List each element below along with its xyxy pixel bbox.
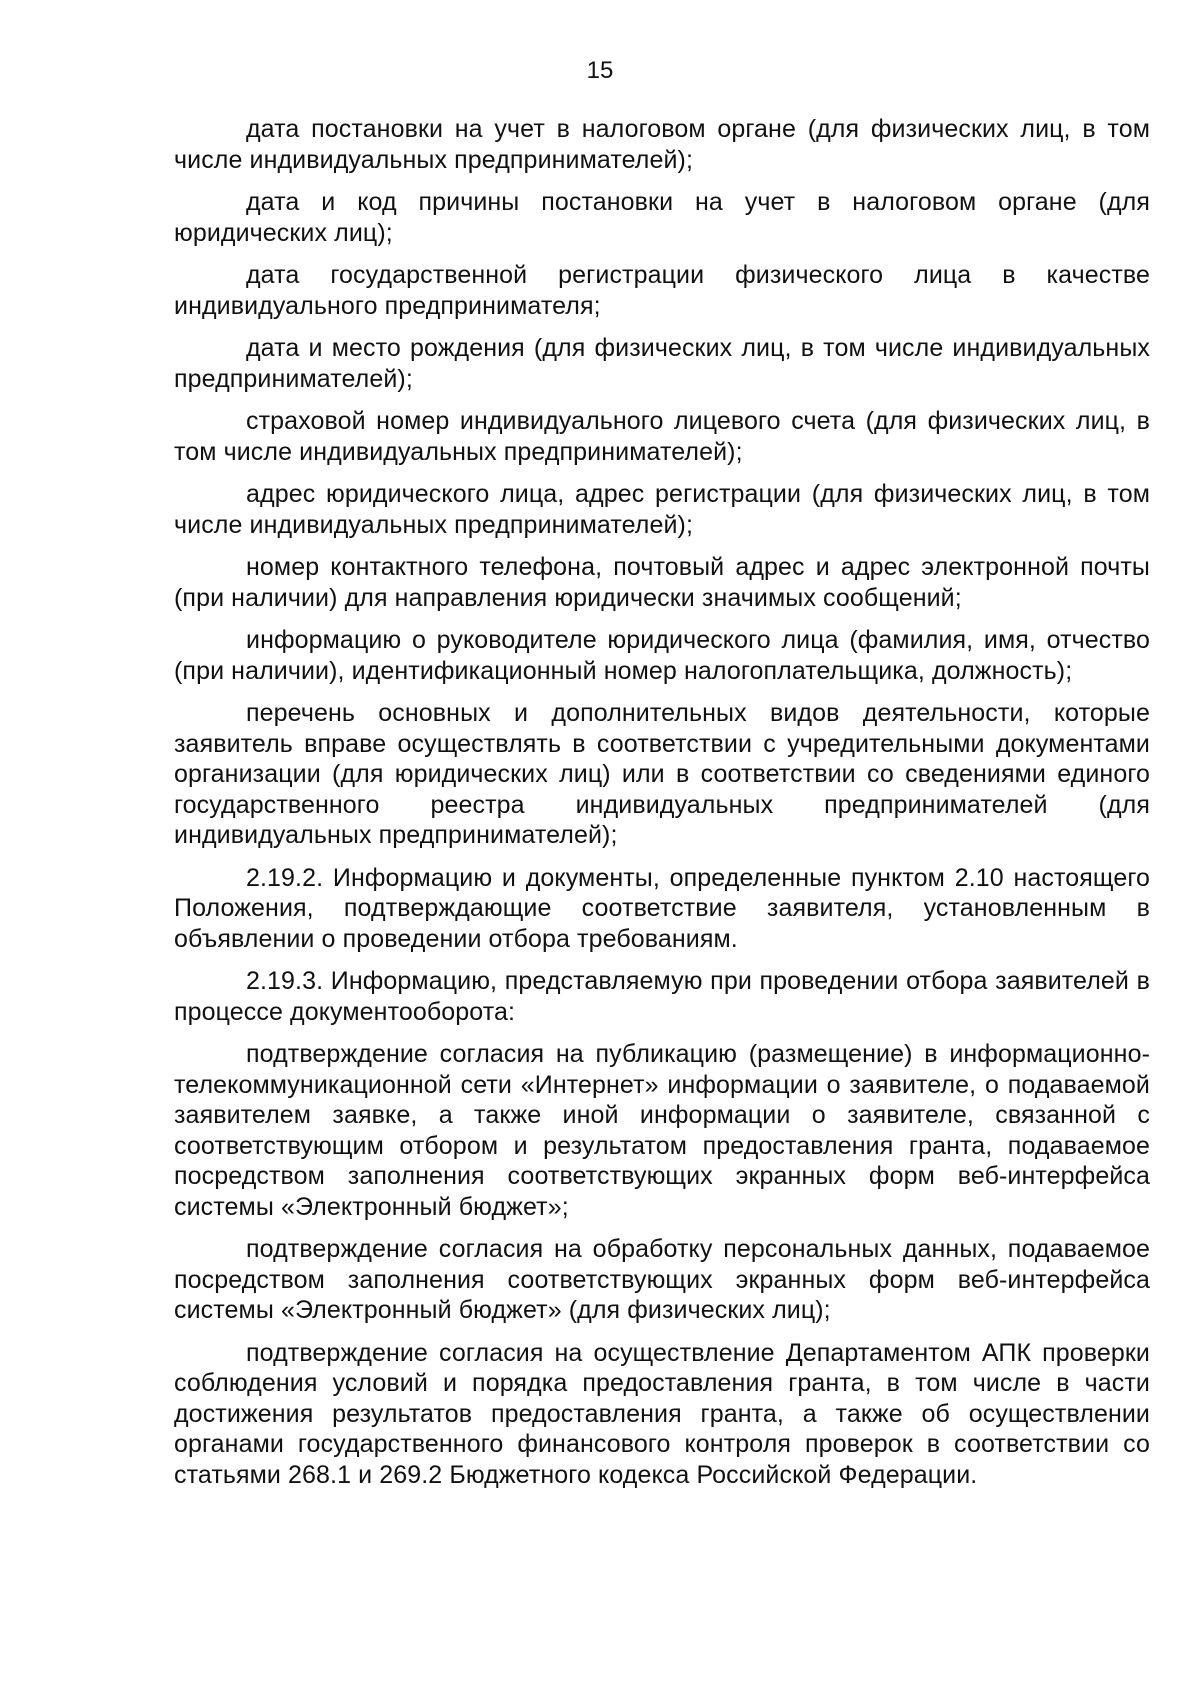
paragraph-registration-reason-code: дата и код причины постановки на учет в налоговом органе (для юридических лиц); xyxy=(174,188,1150,247)
paragraph-birth-date-place: дата и место рождения (для физических лиц, в том числе индивидуальных предпринимателей); xyxy=(174,334,1150,393)
paragraph-personal-data-consent: подтверждение согласия на обработку персональных данных, подаваемое посредством заполнения соответствующих экранных форм веб-интерфейса системы «Электронный бюджет» (для физических лиц); xyxy=(174,1235,1150,1324)
paragraph-inspection-consent: подтверждение согласия на осуществление Департаментом АПК проверки соблюдения условий и порядка предоставления гранта, в том числе в части достижения результатов предоставления гранта, а также об осуществлении органами государственного финансового контроля проверок в соответствии со статьями 268.1 и 269.2 Бюджетного кодекса Российской Федерации. xyxy=(174,1338,1150,1489)
paragraph-section-2-19-3: 2.19.3. Информацию, представляемую при проведении отбора заявителей в процессе документооборота: xyxy=(174,967,1150,1026)
paragraph-contacts: номер контактного телефона, почтовый адрес и адрес электронной почты (при наличии) для направления юридически значимых сообщений; xyxy=(174,553,1150,612)
document-body xyxy=(174,114,1150,1502)
page-number: 15 xyxy=(586,57,614,84)
paragraph-section-2-19-2: 2.19.2. Информацию и документы, определенные пунктом 2.10 настоящего Положения, подтверждающие соответствие заявителя, установленным в объявлении о проведении отбора требованиям. xyxy=(174,863,1150,953)
paragraph-address: адрес юридического лица, адрес регистрации (для физических лиц, в том числе индивидуальных предпринимателей); xyxy=(174,480,1150,539)
paragraph-activity-list: перечень основных и дополнительных видов деятельности, которые заявитель вправе осуществлять в соответствии с учредительными документами организации (для юридических лиц) или в соответствии со сведениями единого государственного реестра индивидуальных предпринимателей (для индивидуальных предпринимателей); xyxy=(174,699,1150,849)
paragraph-insurance-number: страховой номер индивидуального лицевого счета (для физических лиц, в том числе индивидуальных предпринимателей); xyxy=(174,407,1150,466)
paragraph-head-info: информацию о руководителе юридического лица (фамилия, имя, отчество (при наличии), идентификационный номер налогоплательщика, должность); xyxy=(174,626,1150,685)
paragraph-state-registration-date: дата государственной регистрации физического лица в качестве индивидуального предпринимателя; xyxy=(174,261,1150,320)
paragraph-publication-consent: подтверждение согласия на публикацию (размещение) в информационно-телекоммуникационной сети «Интернет» информации о заявителе, о подаваемой заявителем заявке, а также иной информации о заявителе, связанной с соответствующим отбором и результатом предоставления гранта, подаваемое посредством заполнения соответствующих экранных форм веб-интерфейса системы «Электронный бюджет»; xyxy=(174,1040,1150,1221)
paragraph-tax-registration-date: дата постановки на учет в налоговом органе (для физических лиц, в том числе индивидуальных предпринимателей); xyxy=(174,115,1150,174)
